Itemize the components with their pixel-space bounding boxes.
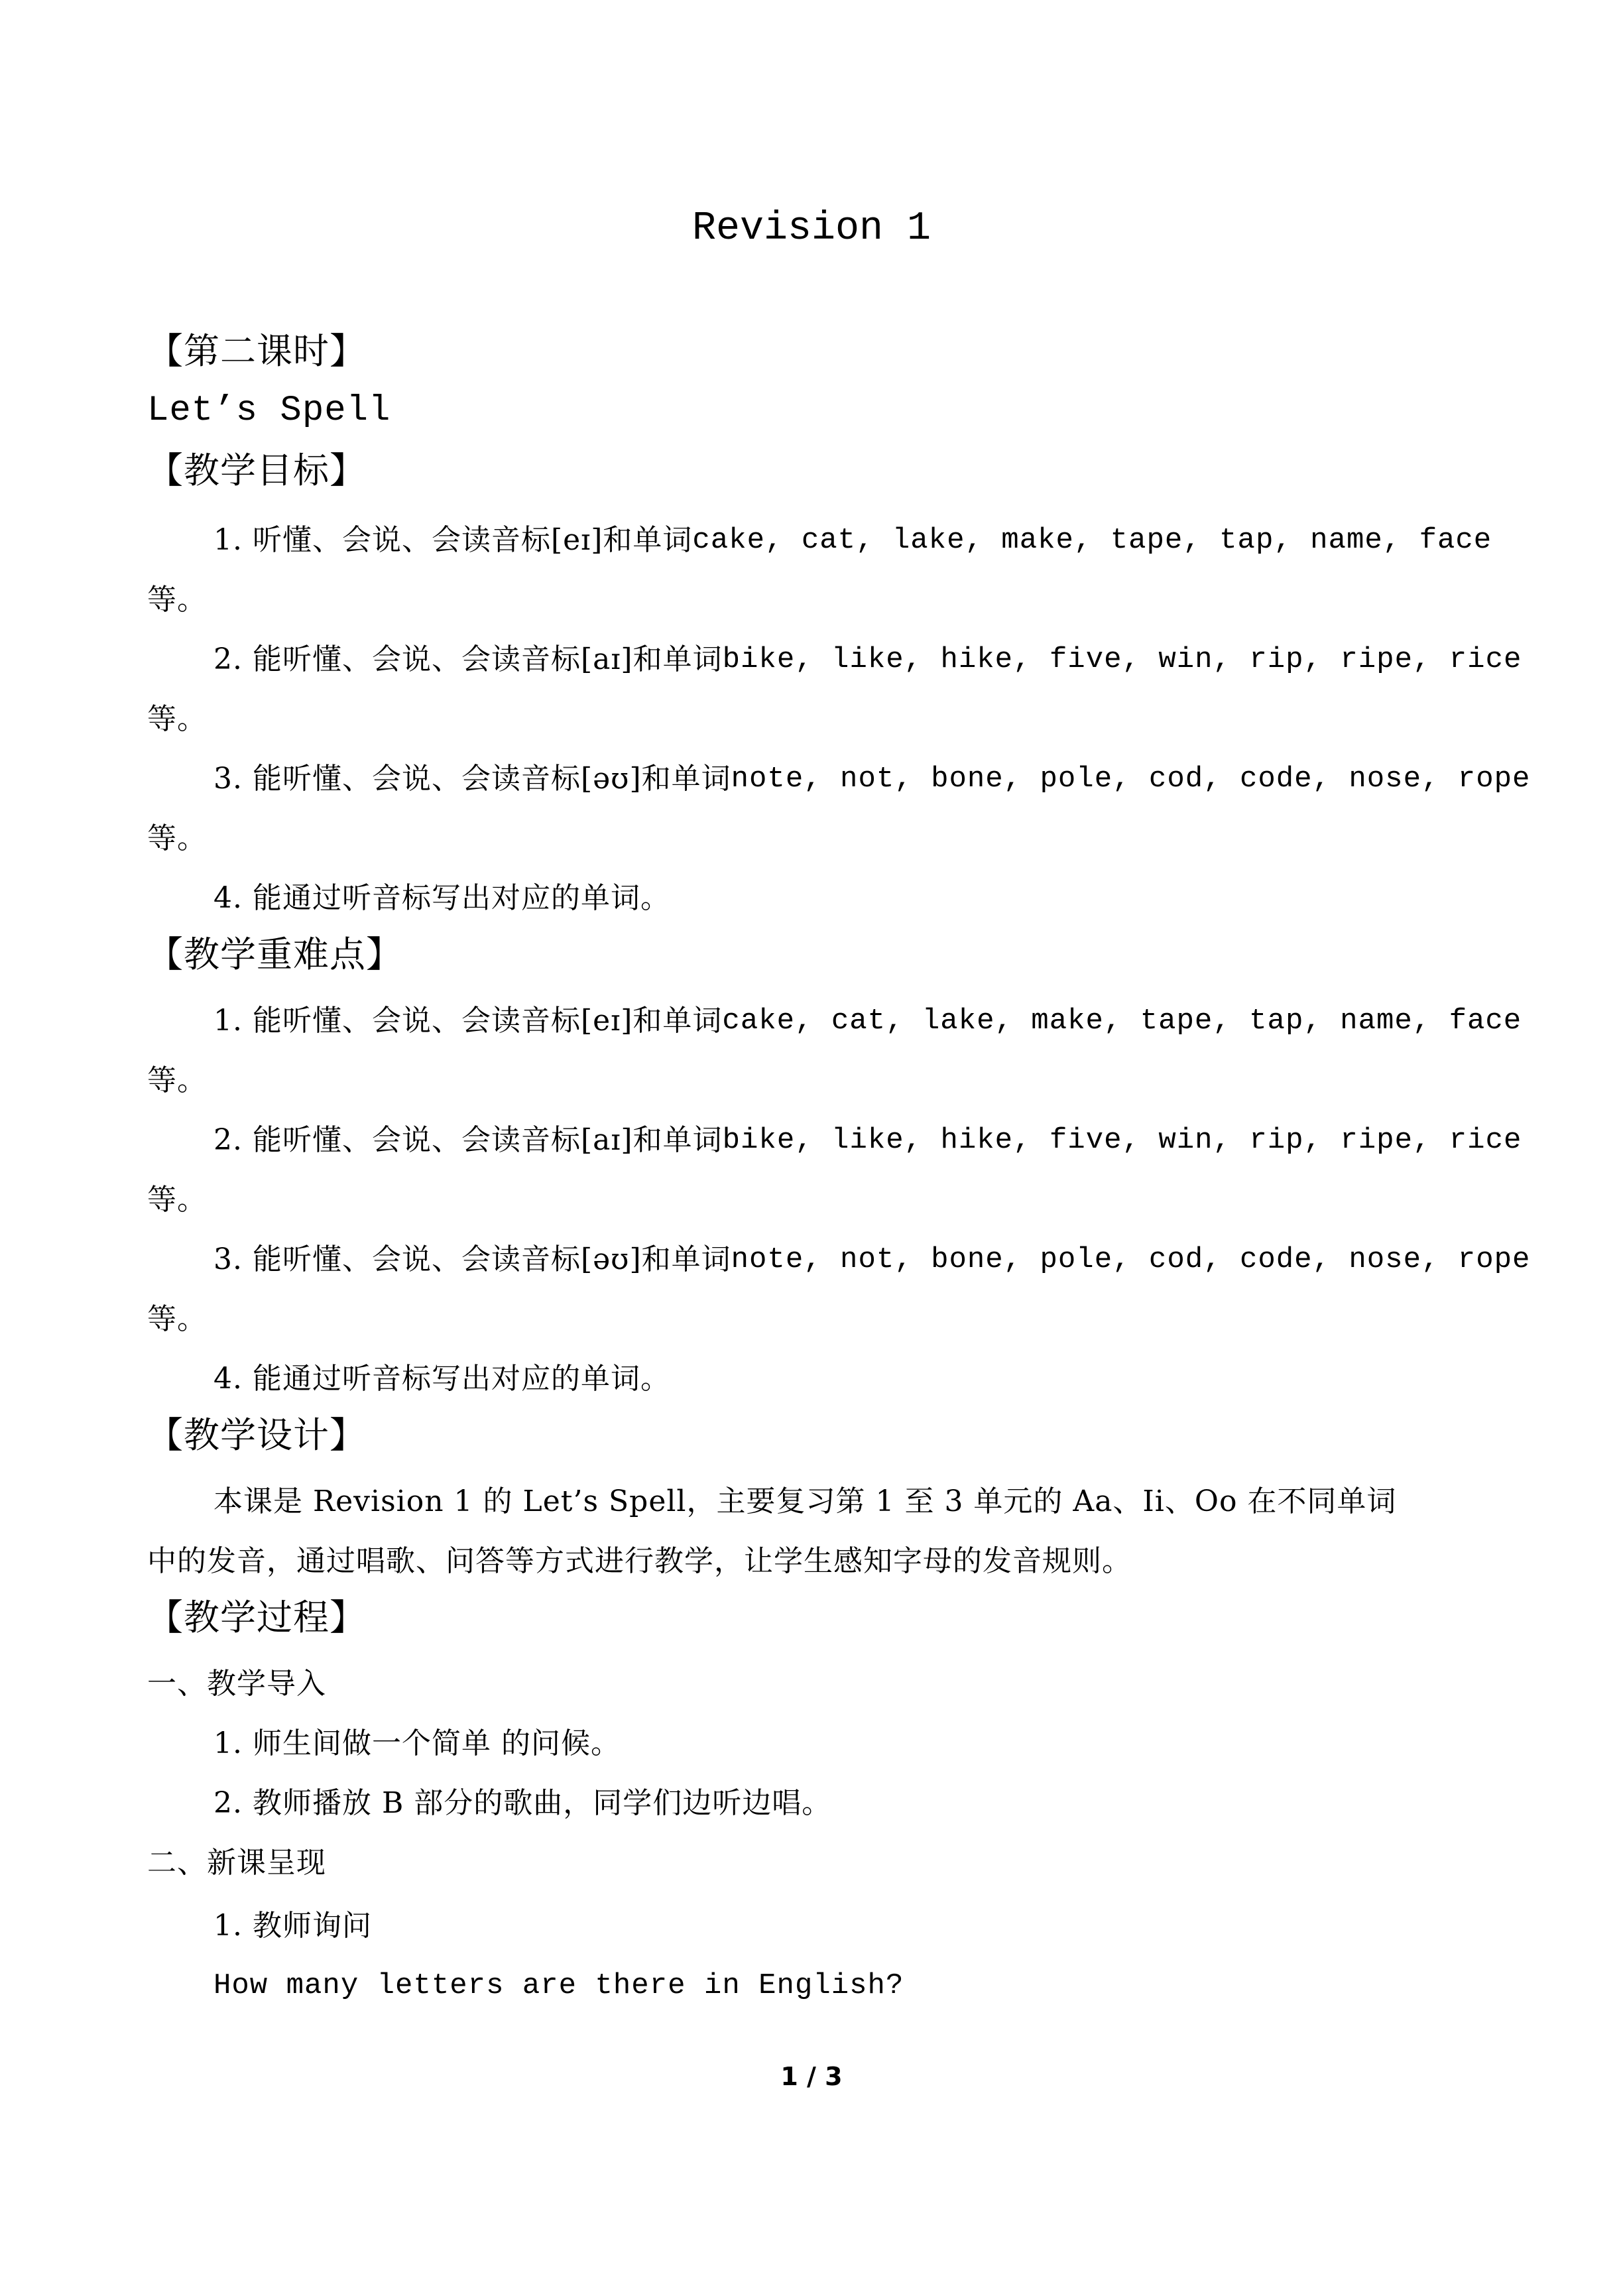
- design-paragraph-line-1: 本课是 Revision 1 的 Let’s Spell，主要复习第 1 至 3 单元的 Aa、Ii、Oo 在不同单词: [213, 1484, 1397, 1518]
- objective-item-1-cont: 等。: [147, 583, 207, 617]
- key-point-item-3: [213, 1240, 1531, 1280]
- objective-item-3: [213, 759, 1531, 799]
- objective-item-2-prefix: 2. 能听懂、会说、会读音标[aɪ]和单词: [213, 642, 723, 676]
- key-point-item-1-words: cake, cat, lake, make, tape, tap, name, face: [722, 1004, 1522, 1038]
- key-point-item-2-cont: 等。: [147, 1183, 207, 1217]
- objective-item-2-words: bike, like, hike, five, win, rip, ripe, rice: [722, 643, 1522, 676]
- key-point-item-2-words: bike, like, hike, five, win, rip, ripe, rice: [722, 1124, 1522, 1157]
- lesson-subtitle: Let’s Spell: [147, 391, 391, 431]
- objective-item-2-cont: 等。: [147, 702, 207, 736]
- objectives-heading: 【教学目标】: [147, 450, 366, 491]
- lesson-label: 【第二课时】: [147, 330, 366, 372]
- key-point-item-1-prefix: 1. 能听懂、会说、会读音标[eɪ]和单词: [213, 1004, 723, 1038]
- objective-item-3-words: note, not, bone, pole, cod, code, nose, rope: [731, 762, 1531, 796]
- objective-item-3-cont: 等。: [147, 821, 207, 855]
- process-part-2-item-1: 1. 教师询问: [213, 1909, 372, 1943]
- objective-item-4: 4. 能通过听音标写出对应的单词。: [213, 881, 670, 915]
- key-point-item-3-cont: 等。: [147, 1302, 207, 1336]
- key-point-item-2: [213, 1120, 1522, 1160]
- design-heading: 【教学设计】: [147, 1414, 366, 1456]
- process-part-2-question: How many letters are there in English?: [213, 1969, 904, 2002]
- page-indicator: 1 / 3: [780, 2062, 843, 2091]
- objective-item-2: [213, 640, 1522, 680]
- key-points-heading: 【教学重难点】: [147, 934, 402, 975]
- process-part-2-title: 二、新课呈现: [147, 1846, 326, 1880]
- objective-item-1-prefix: 1. 听懂、会说、会读音标[eɪ]和单词: [213, 523, 693, 557]
- key-point-item-1-cont: 等。: [147, 1063, 207, 1097]
- objective-item-1-words: cake, cat, lake, make, tape, tap, name, face: [692, 524, 1492, 557]
- process-part-1-item-2: 2. 教师播放 B 部分的歌曲，同学们边听边唱。: [213, 1786, 832, 1820]
- process-part-1-item-1: 1. 师生间做一个简单 的问候。: [213, 1726, 621, 1760]
- key-point-item-2-prefix: 2. 能听懂、会说、会读音标[aɪ]和单词: [213, 1123, 723, 1157]
- document-title: Revision 1: [691, 206, 932, 251]
- process-heading: 【教学过程】: [147, 1597, 366, 1638]
- key-point-item-3-prefix: 3. 能听懂、会说、会读音标[əʊ]和单词: [213, 1242, 731, 1276]
- key-point-item-3-words: note, not, bone, pole, cod, code, nose, rope: [731, 1243, 1531, 1276]
- objective-item-3-prefix: 3. 能听懂、会说、会读音标[əʊ]和单词: [213, 762, 731, 796]
- process-part-1-title: 一、教学导入: [147, 1667, 326, 1701]
- design-paragraph-line-2: 中的发音，通过唱歌、问答等方式进行教学，让学生感知字母的发音规则。: [147, 1544, 1132, 1578]
- key-point-item-1: [213, 1001, 1522, 1041]
- key-point-item-4: 4. 能通过听音标写出对应的单词。: [213, 1362, 670, 1396]
- objective-item-1: [213, 520, 1492, 560]
